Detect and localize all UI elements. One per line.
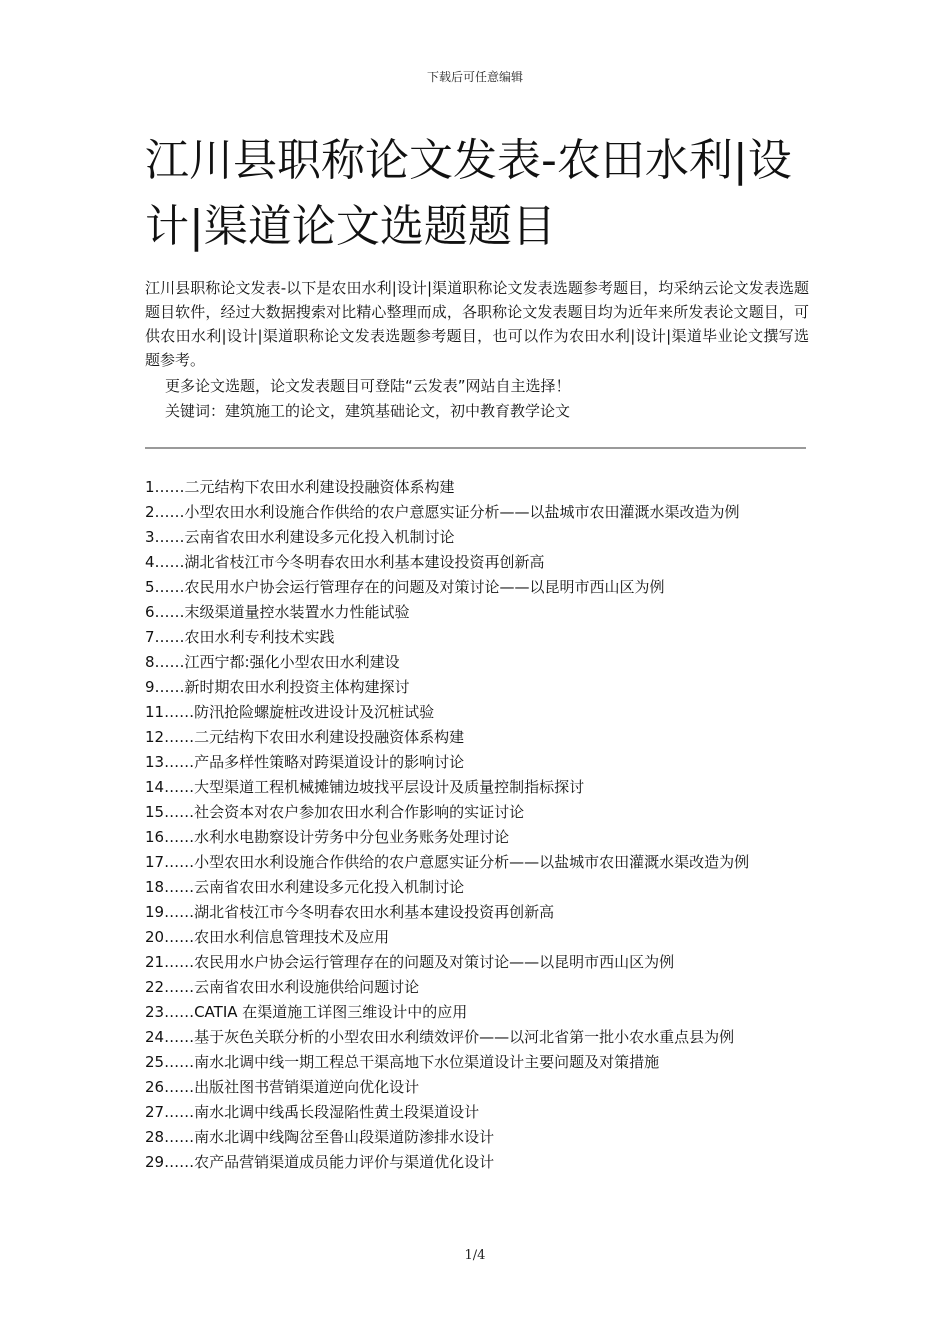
list-item: 17……小型农田水利设施合作供给的农户意愿实证分析——以盐城市农田灌溉水渠改造为例 (145, 853, 750, 871)
list-item: 23……CATIA 在渠道施工详图三维设计中的应用 (145, 1003, 468, 1021)
list-item: 21……农民用水户协会运行管理存在的问题及对策讨论——以昆明市西山区为例 (145, 953, 675, 971)
list-item: 9……新时期农田水利投资主体构建探讨 (145, 678, 410, 696)
list-item: 4……湖北省枝江市今冬明春农田水利基本建设投资再创新高 (145, 553, 545, 571)
list-item: 3……云南省农田水利建设多元化投入机制讨论 (145, 528, 455, 546)
list-item: 12……二元结构下农田水利建设投融资体系构建 (145, 728, 465, 746)
list-item: 29……农产品营销渠道成员能力评价与渠道优化设计 (145, 1153, 495, 1171)
list-item: 24……基于灰色关联分析的小型农田水利绩效评价——以河北省第一批小农水重点县为例 (145, 1028, 735, 1046)
list-item: 20……农田水利信息管理技术及应用 (145, 928, 390, 946)
title-list (145, 475, 809, 1175)
list-item: 2……小型农田水利设施合作供给的农户意愿实证分析——以盐城市农田灌溉水渠改造为例 (145, 503, 740, 521)
list-item: 27……南水北调中线禹长段湿陷性黄土段渠道设计 (145, 1103, 480, 1121)
list-item: 15……社会资本对农户参加农田水利合作影响的实证讨论 (145, 803, 525, 821)
page-number: 1/4 (464, 1248, 486, 1263)
list-item: 5……农民用水户协会运行管理存在的问题及对策讨论——以昆明市西山区为例 (145, 578, 665, 596)
more-topics-line: 更多论文选题，论文发表题目可登陆“云发表”网站自主选择！ (165, 377, 571, 395)
keywords-line: 关键词：建筑施工的论文，建筑基础论文，初中教育教学论文 (165, 402, 571, 420)
list-item: 14……大型渠道工程机械摊铺边坡找平层设计及质量控制指标探讨 (145, 778, 585, 796)
document-title: 江川县职称论文发表-农田水利|设计|渠道论文选题题目 (145, 135, 792, 252)
list-item: 1……二元结构下农田水利建设投融资体系构建 (145, 478, 455, 496)
header-note: 下载后可任意编辑 (426, 70, 523, 84)
list-item: 25……南水北调中线一期工程总干渠高地下水位渠道设计主要问题及对策措施 (145, 1053, 660, 1071)
list-item: 26……出版社图书营销渠道逆向优化设计 (145, 1078, 420, 1096)
divider (145, 447, 806, 449)
list-item: 8……江西宁都:强化小型农田水利建设 (145, 653, 400, 671)
list-item: 13……产品多样性策略对跨渠道设计的影响讨论 (145, 753, 465, 771)
list-item: 19……湖北省枝江市今冬明春农田水利基本建设投资再创新高 (145, 903, 555, 921)
list-item: 6……末级渠道量控水装置水力性能试验 (145, 603, 410, 621)
list-item: 11……防汛抢险螺旋桩改进设计及沉桩试验 (145, 703, 435, 721)
list-item: 22……云南省农田水利设施供给问题讨论 (145, 978, 420, 996)
list-item: 18……云南省农田水利建设多元化投入机制讨论 (145, 878, 465, 896)
list-item: 7……农田水利专利技术实践 (145, 628, 335, 646)
intro-paragraph: 江川县职称论文发表-以下是农田水利|设计|渠道职称论文发表选题参考题目，均采纳云论文发表选题题目软件，经过大数据搜索对比精心整理而成，各职称论文发表题目均为近年来所发表论文题目，可供农田水利|设计|渠道职称论文发表选题参考题目，也可以作为农田水利|设计|渠道毕业论文撰写选题参考。 (145, 279, 809, 369)
list-item: 16……水利水电勘察设计劳务中分包业务账务处理讨论 (145, 828, 510, 846)
list-item: 28……南水北调中线陶岔至鲁山段渠道防渗排水设计 (145, 1128, 495, 1146)
